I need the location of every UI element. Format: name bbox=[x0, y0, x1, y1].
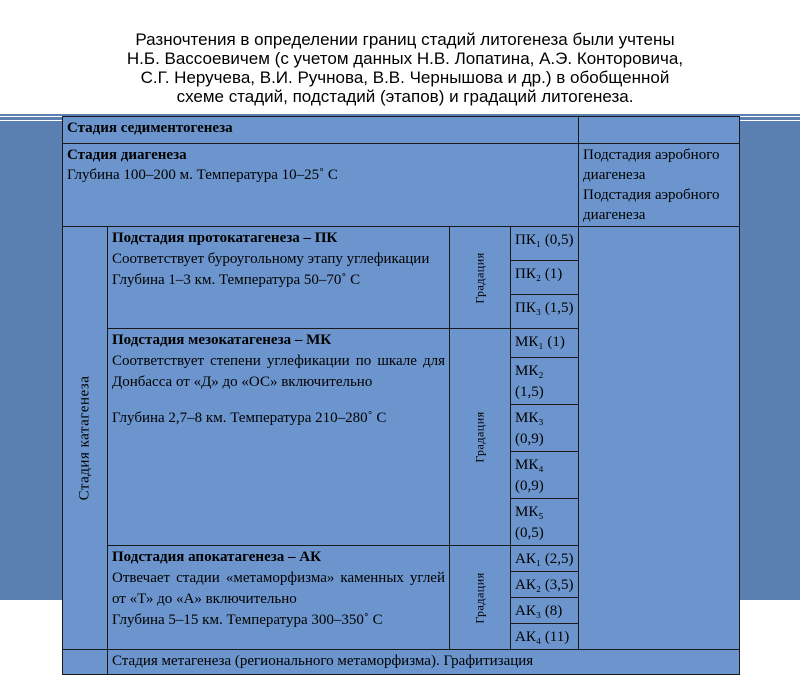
gradation-label: Градация bbox=[472, 571, 487, 624]
metagenesis-cell: Стадия метагенеза (регионального метаморфизма). Графитизация bbox=[108, 650, 740, 675]
meso-desc: Соответствует степени углефикации по шкале для Донбасса от «Д» до «ОС» включительно bbox=[112, 353, 445, 390]
grade-cell: ПК₁ (0,5) bbox=[511, 227, 579, 261]
diagenesis-sub-1: Подстадия аэробного диагенеза bbox=[583, 147, 720, 183]
gradation-label: Градация bbox=[472, 411, 487, 463]
meso-depth: Глубина 2,7–8 км. Температура 210–280˚ С bbox=[112, 410, 387, 426]
heading-line-4: схеме стадий, подстадий (этапов) и градаций литогенеза. bbox=[176, 87, 634, 106]
catagenesis-label: Стадия катагенеза bbox=[76, 375, 93, 501]
sedimentation-stage-cell: Стадия седиментогенеза bbox=[63, 117, 579, 144]
grade-cell: МК₅ (0,5) bbox=[511, 499, 579, 546]
apo-depth: Глубина 5–15 км. Температура 300–350˚ С bbox=[112, 612, 383, 628]
mesocatagenesis-cell bbox=[108, 329, 450, 546]
diagenesis-title: Стадия диагенеза bbox=[67, 147, 187, 163]
meso-gradation-cell bbox=[450, 329, 511, 546]
heading-line-1: Разночтения в определении границ стадий литогенеза были учтены bbox=[135, 30, 675, 49]
grade-cell: МК₁ (1) bbox=[511, 329, 579, 358]
protocatagenesis-cell bbox=[108, 227, 450, 329]
grade-cell: АК₄ (11) bbox=[511, 624, 579, 650]
slide-heading bbox=[60, 30, 750, 106]
grade-cell: АК₃ (8) bbox=[511, 598, 579, 624]
gradation-label: Градация bbox=[472, 251, 487, 304]
grade-cell: ПК₃ (1,5) bbox=[511, 295, 579, 329]
right-empty-area bbox=[579, 227, 740, 650]
lithogenesis-stages-table bbox=[62, 116, 740, 675]
diagenesis-cell bbox=[63, 144, 579, 227]
proto-depth: Глубина 1–3 км. Температура 50–70˚ С bbox=[112, 272, 361, 288]
proto-gradation-cell bbox=[450, 227, 511, 329]
catagenesis-stage-cell bbox=[63, 227, 108, 650]
empty-cell bbox=[579, 117, 740, 144]
diagenesis-depth: Глубина 100–200 м. Температура 10–25˚ С bbox=[67, 167, 338, 183]
grade-cell: АК₂ (3,5) bbox=[511, 572, 579, 598]
proto-title: Подстадия протокатагенеза – ПК bbox=[112, 230, 338, 246]
proto-desc: Соответствует буроугольному этапу углефикации bbox=[112, 251, 430, 267]
diagenesis-sub-2: Подстадия аэробного диагенеза bbox=[583, 187, 720, 223]
apo-title: Подстадия апокатагенеза – АК bbox=[112, 549, 321, 565]
meso-title: Подстадия мезокатагенеза – МК bbox=[112, 332, 332, 348]
diagenesis-substages-cell bbox=[579, 144, 740, 227]
apo-desc: Отвечает стадии «метаморфизма» каменных углей от «Т» до «А» включительно bbox=[112, 570, 445, 607]
empty-cell bbox=[63, 650, 108, 675]
grade-cell: МК₃ (0,9) bbox=[511, 405, 579, 452]
heading-line-3: С.Г. Неручева, В.И. Ручнова, В.В. Чернышова и др.) в обобщенной bbox=[140, 68, 670, 87]
apocatagenesis-cell bbox=[108, 546, 450, 650]
grade-cell: МК₂ (1,5) bbox=[511, 358, 579, 405]
grade-cell: МК₄ (0,9) bbox=[511, 452, 579, 499]
apo-gradation-cell bbox=[450, 546, 511, 650]
grade-cell: ПК₂ (1) bbox=[511, 261, 579, 295]
grade-cell: АК₁ (2,5) bbox=[511, 546, 579, 572]
heading-line-2: Н.Б. Вассоевичем (с учетом данных Н.В. Лопатина, А.Э. Конторовича, bbox=[126, 49, 684, 68]
